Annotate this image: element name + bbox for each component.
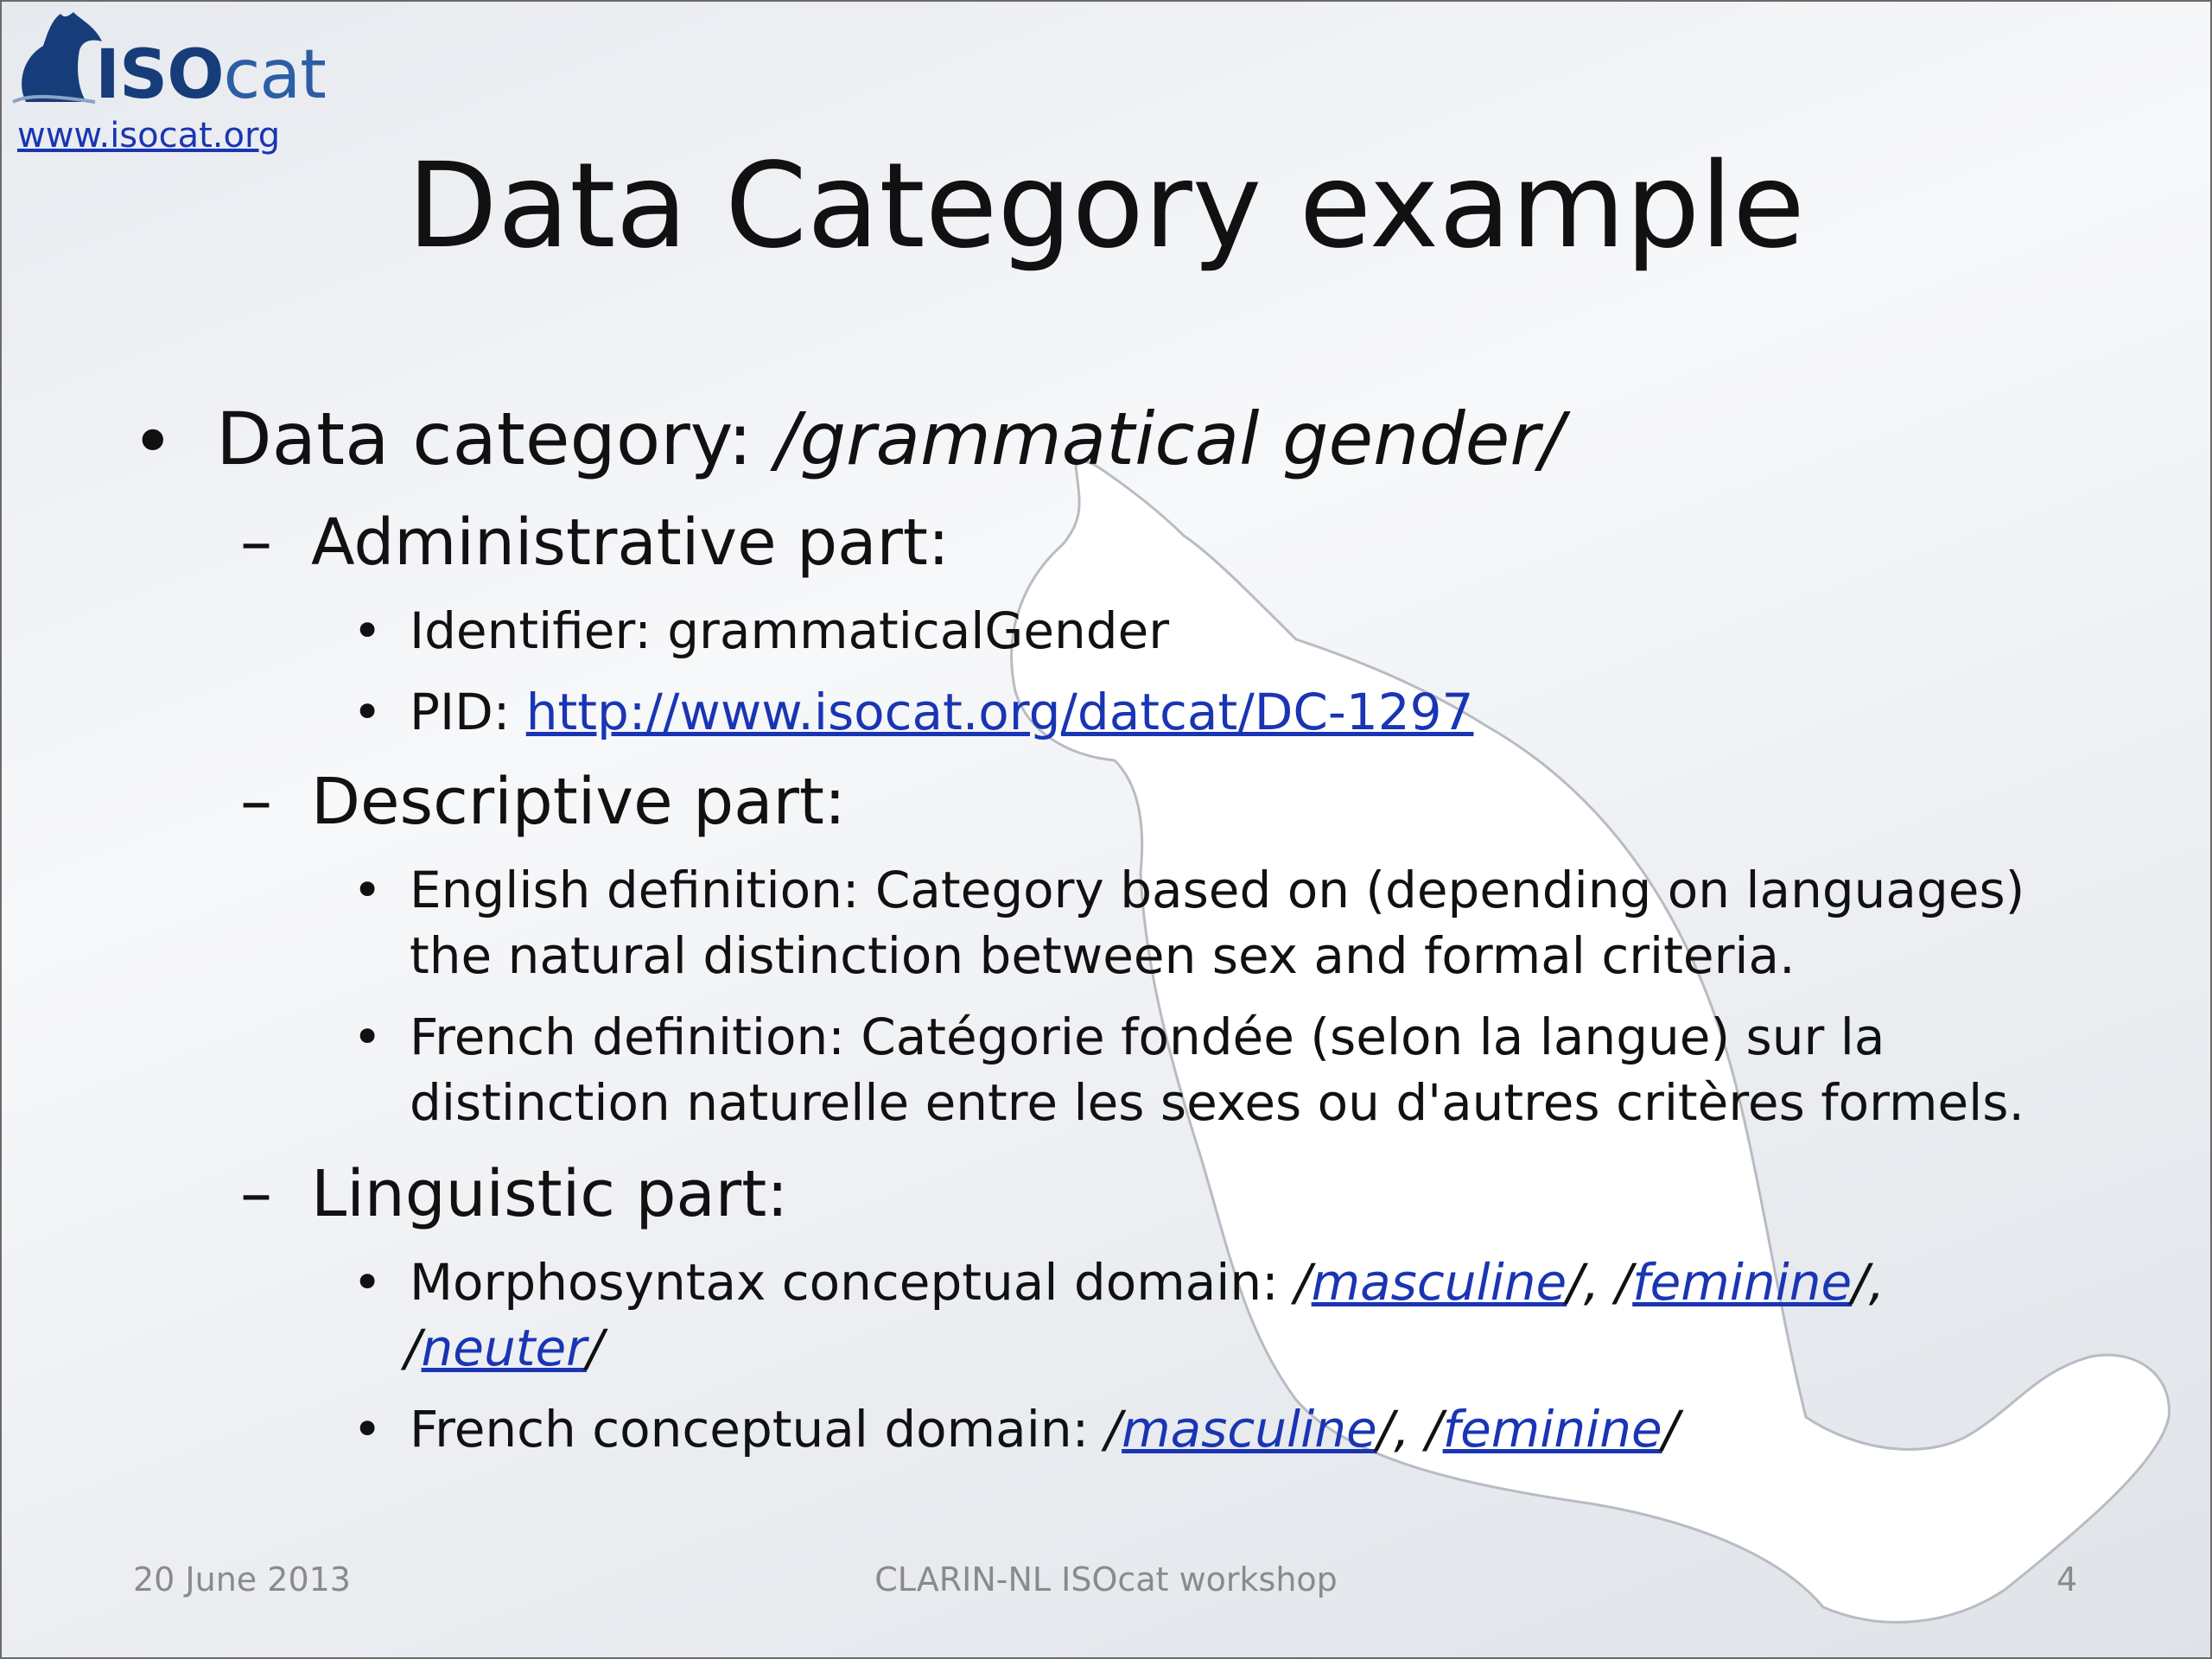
dash-marker: –: [240, 764, 272, 838]
bullet-marker: •: [353, 683, 383, 741]
descriptive-heading: Descriptive part:: [311, 765, 846, 839]
bullet-marker: •: [353, 1253, 383, 1312]
feminine-link[interactable]: feminine: [1632, 1253, 1853, 1312]
bullet-marker: •: [353, 1007, 383, 1066]
bullet-marker: •: [353, 861, 383, 919]
slide-number: 4: [2056, 1560, 2078, 1599]
slide-title: Data Category example: [407, 138, 1805, 275]
logo-iso-text: ISO: [95, 36, 224, 114]
english-definition-line1: English definition: Category based on (depending on languages): [410, 861, 2025, 919]
bullet-marker: •: [131, 399, 175, 484]
logo-url-link[interactable]: www.isocat.org: [17, 116, 281, 156]
morphosyntax-domain-line1: Morphosyntax conceptual domain: /masculine/, /feminine/,: [410, 1253, 1885, 1312]
footer-date: 20 June 2013: [133, 1560, 351, 1599]
french-definition-line2: distinction naturelle entre les sexes ou d'autres critères formels.: [410, 1073, 2024, 1132]
logo-cat-text: cat: [223, 36, 326, 114]
masculine-link[interactable]: masculine: [1311, 1253, 1567, 1312]
french-masculine-link[interactable]: masculine: [1122, 1400, 1377, 1459]
french-domain-item: French conceptual domain: /masculine/, /feminine/: [410, 1400, 1680, 1459]
dash-marker: –: [240, 505, 272, 579]
isocat-logo: [9, 7, 326, 156]
bullet-marker: •: [353, 1400, 383, 1459]
data-category-item: [216, 396, 1564, 483]
dash-marker: –: [240, 1156, 272, 1230]
data-category-value: /grammatical gender/: [775, 397, 1565, 481]
morphosyntax-domain-line2: /neuter/: [404, 1319, 604, 1377]
neuter-link[interactable]: neuter: [421, 1319, 588, 1377]
pid-link[interactable]: http://www.isocat.org/datcat/DC-1297: [525, 683, 1474, 741]
morphosyntax-label: Morphosyntax conceptual domain:: [410, 1253, 1295, 1312]
linguistic-heading: Linguistic part:: [311, 1157, 789, 1231]
logo-wordmark: [95, 36, 326, 114]
pid-label: PID:: [410, 683, 526, 741]
bullet-marker: •: [353, 601, 383, 660]
administrative-heading: Administrative part:: [311, 505, 950, 580]
english-definition-line2: the natural distinction between sex and formal criteria.: [410, 926, 1796, 985]
french-definition-line1: French definition: Catégorie fondée (selon la langue) sur la: [410, 1007, 1885, 1066]
data-category-label: Data category:: [216, 397, 776, 481]
french-domain-label: French conceptual domain:: [410, 1400, 1105, 1459]
identifier-item: Identifier: grammaticalGender: [410, 601, 1170, 660]
pid-item: [410, 683, 1473, 743]
footer-event: CLARIN-NL ISOcat workshop: [874, 1560, 1338, 1599]
french-feminine-link[interactable]: feminine: [1442, 1400, 1662, 1459]
